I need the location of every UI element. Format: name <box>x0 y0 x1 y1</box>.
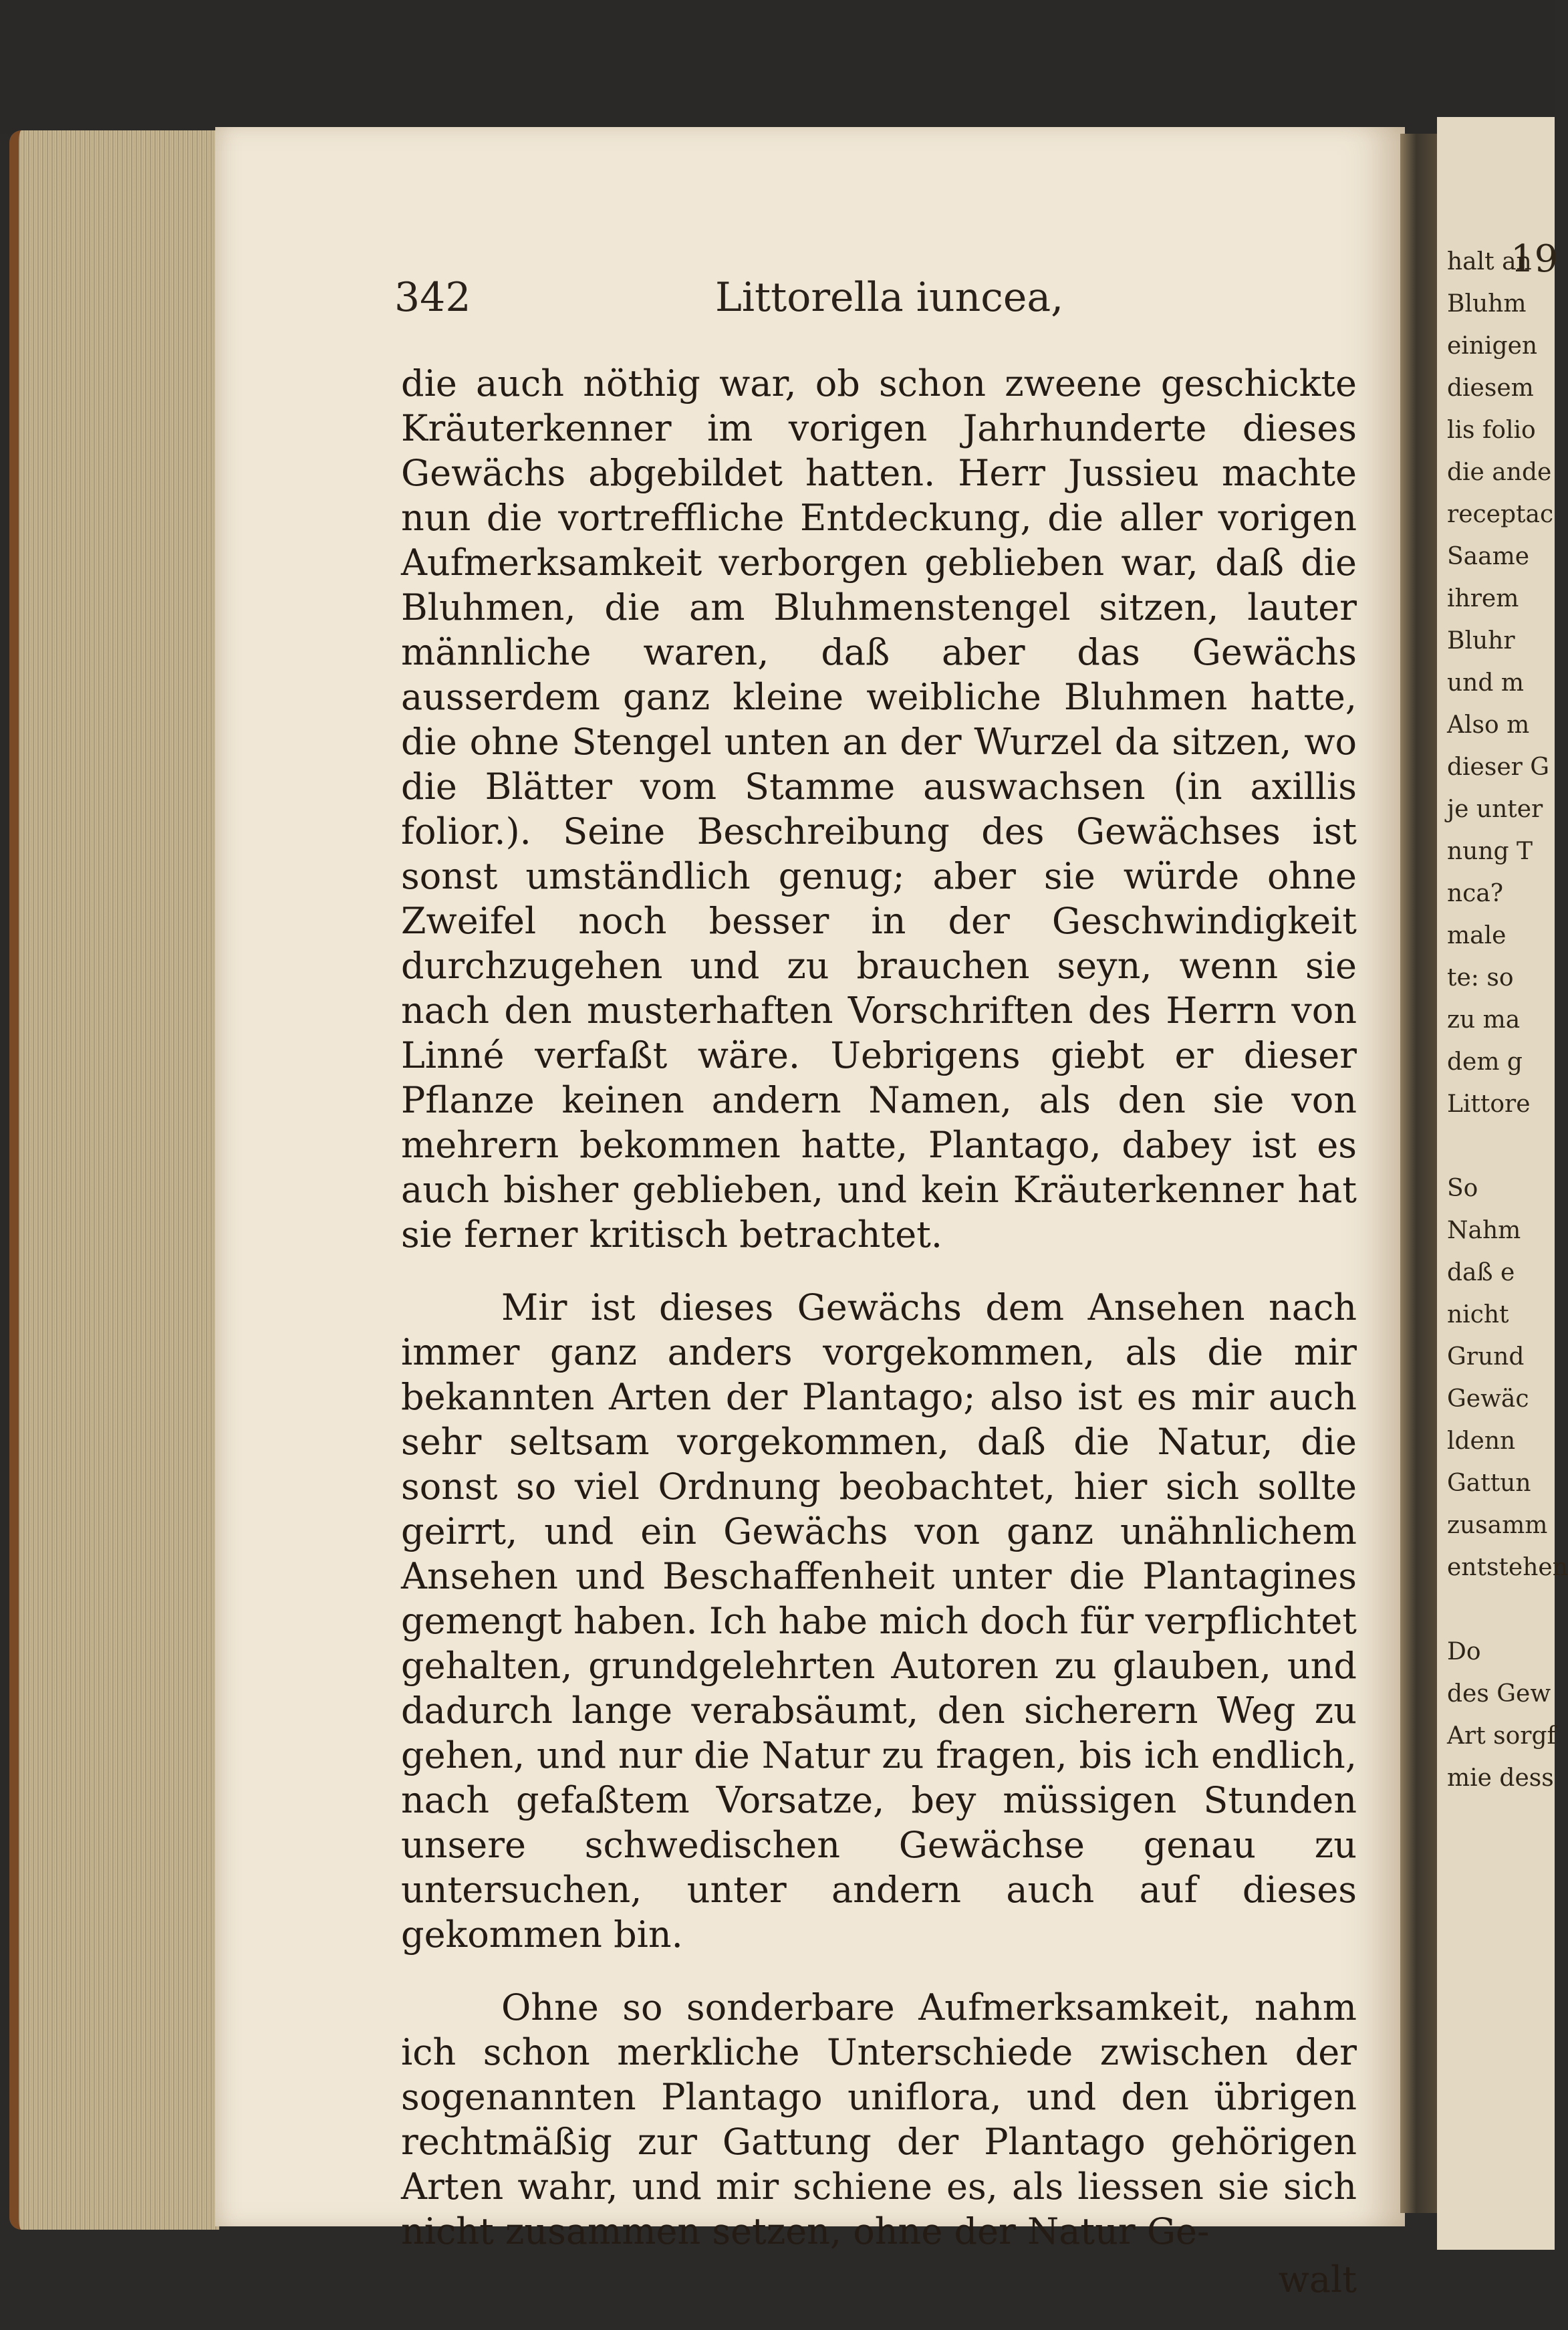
page-edges <box>9 130 219 2230</box>
running-title: Littorella iuncea, <box>715 274 1064 321</box>
book-gutter <box>1400 134 1440 2213</box>
facing-line: Also m <box>1447 711 1530 739</box>
facing-line: te: so <box>1447 964 1514 992</box>
facing-line: male <box>1447 922 1507 949</box>
facing-line: diesem <box>1447 374 1534 402</box>
facing-line: halt an <box>1447 248 1532 275</box>
facing-line: Bluhm <box>1447 290 1527 318</box>
paragraph: Mir ist dieses Gewächs dem Ansehen nach immer ganz anders vorgekommen, als die mir bekannten Arten der Plantago; also ist es mir auch sehr seltsam vorgekommen, daß die Natur, die sonst so viel Ordnung beobachtet, hier sich sollte geirrt, und ein Gewächs von ganz unähnlichem Ansehen und Beschaffenheit unter die Plantagines gemengt haben. Ich habe mich doch für verpflichtet gehalten, grundgelehrten Autoren zu glauben, und dadurch lange verabsäumt, den sicherern Weg zu gehen, und nur die Natur zu fragen, bis ich endlich, nach gefaßtem Vorsatze, bey müssigen Stunden unsere schwedischen Gewächse genau zu untersuchen, unter andern auch auf dieses gekommen bin. <box>401 1286 1357 1956</box>
body-text <box>401 361 1357 2301</box>
facing-line: Gewäc <box>1447 1385 1529 1413</box>
facing-line: Gattun <box>1447 1470 1531 1497</box>
facing-line: nung T <box>1447 838 1533 865</box>
facing-line <box>1447 1125 1554 1167</box>
facing-line: lis folio <box>1447 417 1536 444</box>
facing-line: entstehen <box>1447 1554 1568 1581</box>
facing-line: Grund <box>1447 1343 1525 1371</box>
facing-line: ldenn <box>1447 1427 1516 1455</box>
facing-line: und m <box>1447 669 1524 697</box>
scan-background <box>0 0 1555 134</box>
facing-line: nca? <box>1447 880 1504 907</box>
facing-line: receptac <box>1447 501 1554 528</box>
facing-line: ihrem <box>1447 585 1519 612</box>
facing-line: einigen <box>1447 332 1538 360</box>
facing-line: Bluhr <box>1447 627 1515 655</box>
facing-line: daß e <box>1447 1259 1515 1286</box>
facing-line: Saame <box>1447 543 1530 570</box>
facing-line <box>1447 1589 1554 1631</box>
facing-line: nicht <box>1447 1301 1509 1328</box>
facing-line: mie dess <box>1447 1764 1554 1792</box>
facing-page-number: 19 <box>1511 237 1559 281</box>
facing-line: die ande <box>1447 459 1552 486</box>
facing-line: Nahm <box>1447 1217 1521 1244</box>
page-number: 342 <box>394 274 471 321</box>
facing-line: Littore <box>1447 1090 1531 1118</box>
paragraph: die auch nöthig war, ob schon zweene geschickte Kräuterkenner im vorigen Jahrhunderte dieses Gewächs abgebildet hatten. Herr Jussieu machte nun die vortreffliche Entdeckung, die aller vorigen Aufmerksamkeit verborgen geblieben war, daß die Bluhmen, die am Bluhmenstengel sitzen, lauter männliche waren, daß aber das Gewächs ausserdem ganz kleine weibliche Bluhmen hatte, die ohne Stengel unten an der Wurzel da sitzen, wo die Blätter vom Stamme auswachsen (in axillis folior.). Seine Beschreibung des Gewächses ist sonst umständlich genug; aber sie würde ohne Zweifel noch besser in der Geschwindigkeit durchzugehen und zu brauchen seyn, wenn sie nach den musterhaften Vorschriften des Herrn von Linné verfaßt wäre. Uebrigens giebt er dieser Pflanze keinen andern Namen, als den sie von mehrern bekommen hatte, Plantago, dabey ist es auch bisher geblieben, und kein Kräuterkenner hat sie ferner kritisch betrachtet. <box>401 362 1357 1256</box>
catchword: walt <box>1278 2258 1357 2301</box>
facing-line: je unter <box>1447 796 1543 823</box>
page-header <box>394 274 1357 328</box>
facing-line: zusamm <box>1447 1512 1548 1539</box>
facing-line: Art sorgf <box>1447 1722 1556 1750</box>
facing-line: zu ma <box>1447 1006 1521 1034</box>
facing-line: des Gew <box>1447 1680 1551 1708</box>
facing-line: Do <box>1447 1638 1481 1665</box>
paragraph: Ohne so sonderbare Aufmerksamkeit, nahm ich schon merkliche Unterschiede zwischen der sogenannten Plantago uniflora, und den übrigen rechtmäßig zur Gattung der Plantago gehörigen Arten wahr, und mir schiene es, als liessen sie sich nicht zusammen setzen, ohne der Natur Ge- <box>401 1986 1357 2252</box>
facing-line: So <box>1447 1175 1478 1202</box>
facing-page-text <box>1447 241 1568 1799</box>
facing-line: dieser G <box>1447 753 1550 781</box>
facing-line: dem g <box>1447 1048 1523 1076</box>
